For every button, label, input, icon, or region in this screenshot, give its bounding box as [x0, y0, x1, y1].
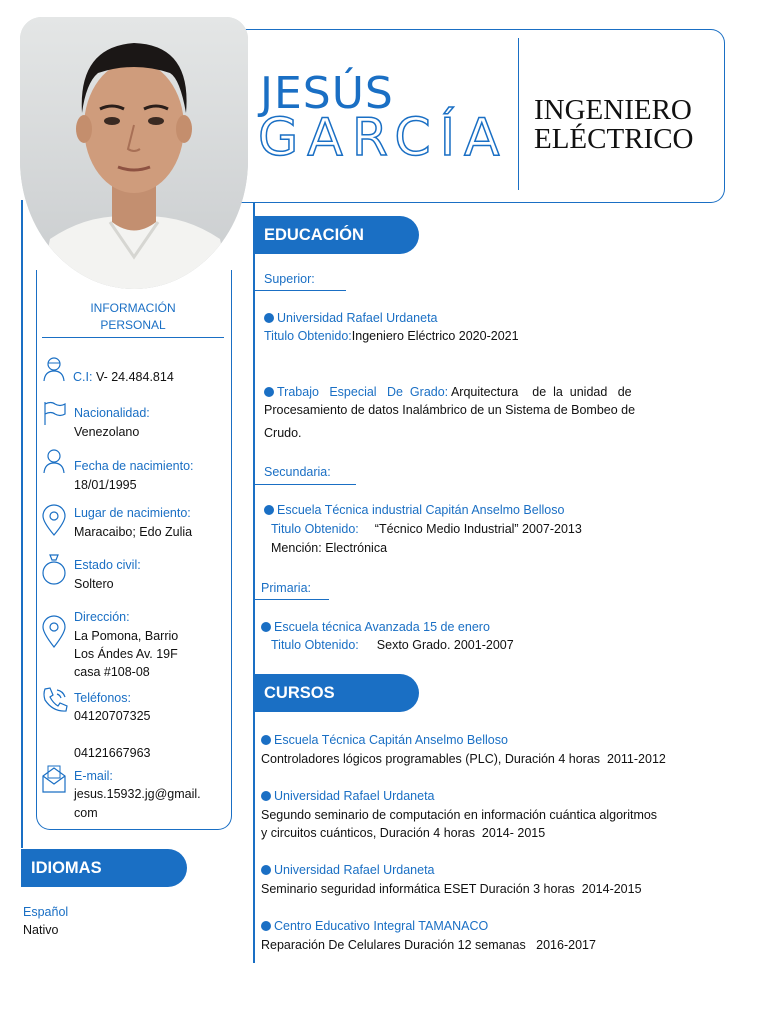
flag-icon [41, 400, 67, 426]
superior-degree-label: Titulo Obtenido: [264, 329, 352, 343]
language-name: Español [23, 905, 69, 919]
last-name: GARCÍA [258, 108, 509, 168]
ring-icon [41, 553, 67, 587]
primary-underline [254, 599, 329, 600]
course-description: Segundo seminario de computación en información cuántica algoritmos [261, 808, 658, 822]
birth-place-value: Maracaibo; Edo Zulia [74, 525, 193, 539]
superior-school [264, 309, 438, 328]
phone-2: 04121667963 [74, 746, 151, 760]
course-description-2: y circuitos cuánticos, Duración 4 horas 2014- 2015 [261, 826, 546, 840]
civil-status-value: Soltero [74, 577, 114, 591]
bullet [261, 622, 271, 632]
profession-title [534, 96, 694, 154]
profession-line-1: INGENIERO [534, 94, 692, 126]
primary-degree-value: Sexto Grado. 2001-2007 [376, 638, 514, 652]
thesis-line-2: Procesamiento de datos Inalámbrico de un Sistema de Bombeo de [264, 403, 636, 417]
thesis-label: Trabajo Especial De Grado: [277, 385, 449, 399]
primary-degree-label: Titulo Obtenido: [271, 638, 359, 652]
education-section-title: EDUCACIÓN [254, 216, 419, 254]
birth-date-value: 18/01/1995 [74, 478, 137, 492]
bullet [264, 387, 274, 397]
address-line-1: La Pomona, Barrio [74, 629, 179, 643]
secondary-degree-value: “Técnico Medio Industrial” 2007-2013 [374, 522, 582, 536]
ci-value: V- 24.484.814 [95, 370, 174, 384]
course-school-name: Universidad Rafael Urdaneta [274, 863, 435, 877]
secondary-mention: Mención: Electrónica [271, 541, 388, 555]
left-vertical-line [21, 200, 23, 848]
superior-degree [264, 327, 519, 346]
email-line-2: com [74, 806, 98, 820]
secondary-school-name: Escuela Técnica industrial Capitán Anselmo Belloso [277, 503, 565, 517]
secondary-degree-label: Titulo Obtenido: [271, 522, 359, 536]
right-vertical-line [253, 203, 255, 963]
nationality-value: Venezolano [74, 425, 140, 439]
course-school [261, 787, 435, 806]
phone-1: 04120707325 [74, 709, 151, 723]
thesis-line-3: Crudo. [264, 426, 302, 440]
superior-label: Superior: [264, 272, 315, 286]
bullet [264, 505, 274, 515]
superior-school-name: Universidad Rafael Urdaneta [277, 311, 438, 325]
profile-photo-drawing [20, 17, 248, 289]
language-level: Nativo [23, 923, 59, 937]
primary-degree [271, 636, 514, 655]
course-school [261, 917, 488, 936]
address-line-3: casa #108-08 [74, 665, 150, 679]
location-pin-icon [41, 614, 67, 648]
bullet [261, 865, 271, 875]
ci-label: C.I: [73, 370, 93, 384]
birth-place-label: Lugar de nacimiento: [74, 506, 191, 520]
civil-status-label: Estado civil: [74, 558, 141, 572]
secondary-degree [271, 520, 582, 539]
email-label: E-mail: [74, 769, 113, 783]
profile-photo [20, 17, 248, 289]
course-description: Seminario seguridad informática ESET Duración 3 horas 2014-2015 [261, 882, 642, 896]
bullet [261, 791, 271, 801]
personal-info-title-line-2: PERSONAL [100, 318, 166, 332]
address-label: Dirección: [74, 610, 130, 624]
phone-icon [41, 686, 71, 714]
person-icon [41, 356, 67, 382]
ci-row [73, 368, 174, 387]
person-icon [41, 448, 67, 474]
course-school-name: Escuela Técnica Capitán Anselmo Belloso [274, 733, 508, 747]
location-pin-icon [41, 504, 67, 536]
email-line-1: jesus.15932.jg@gmail. [74, 787, 201, 801]
superior-degree-value: Ingeniero Eléctrico 2020-2021 [351, 329, 519, 343]
birth-date-label: Fecha de nacimiento: [74, 459, 194, 473]
secondary-label: Secundaria: [264, 465, 331, 479]
course-school-name: Centro Educativo Integral TAMANACO [274, 919, 489, 933]
bullet [261, 735, 271, 745]
address-line-2: Los Ándes Av. 19F [74, 647, 178, 661]
bullet [261, 921, 271, 931]
courses-section-title: CURSOS [254, 674, 419, 712]
superior-underline [254, 290, 346, 291]
course-school [261, 731, 508, 750]
primary-school-name: Escuela técnica Avanzada 15 de enero [274, 620, 490, 634]
secondary-school [264, 501, 564, 520]
course-description: Reparación De Celulares Duración 12 semanas 2016-2017 [261, 938, 596, 952]
thesis-line-1 [264, 383, 722, 402]
profession-line-2: ELÉCTRICO [534, 123, 694, 155]
personal-info-title-line-1: INFORMACIÓN [90, 301, 176, 315]
primary-school [261, 618, 490, 637]
personal-info-underline [42, 337, 224, 338]
first-name: JESÚS [260, 68, 394, 119]
primary-label: Primaria: [261, 581, 312, 595]
personal-info-title [42, 300, 224, 334]
languages-section-title: IDIOMAS [21, 849, 187, 887]
secondary-underline [254, 484, 356, 485]
bullet [264, 313, 274, 323]
header-divider [518, 38, 519, 190]
course-school [261, 861, 435, 880]
course-description: Controladores lógicos programables (PLC), Duración 4 horas 2011-2012 [261, 752, 666, 766]
email-icon [41, 764, 67, 794]
thesis-text-1: Arquitectura de la unidad de [450, 385, 632, 399]
nationality-label: Nacionalidad: [74, 406, 150, 420]
phones-label: Teléfonos: [74, 691, 131, 705]
course-school-name: Universidad Rafael Urdaneta [274, 789, 435, 803]
